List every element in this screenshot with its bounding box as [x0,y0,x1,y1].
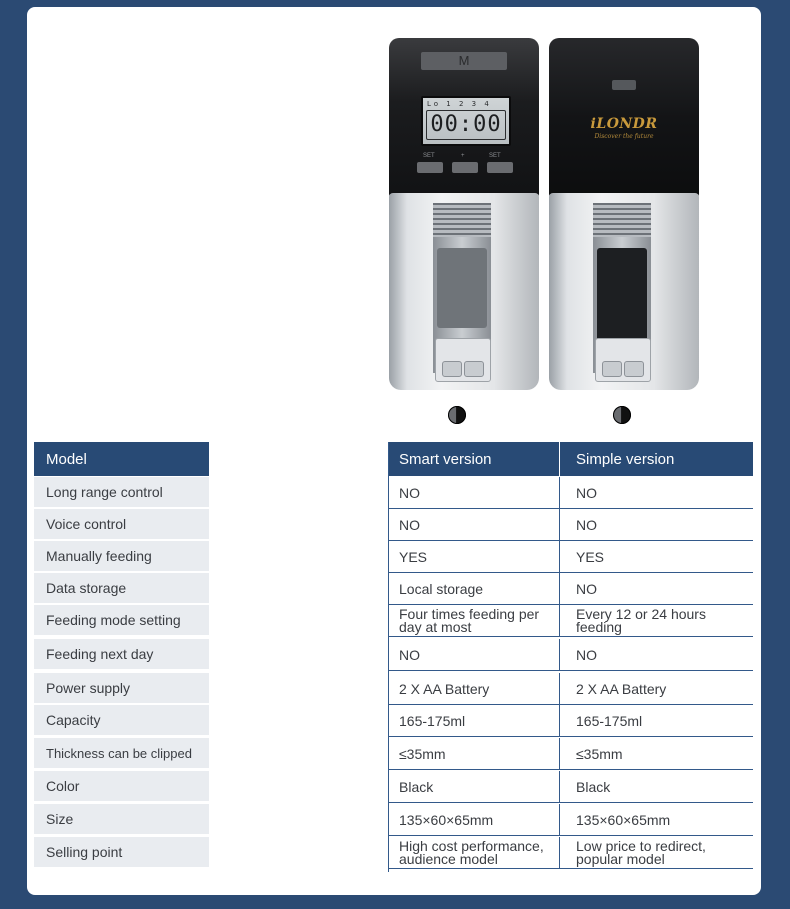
header-model: Model [34,442,209,476]
row-label: Manually feeding [34,541,209,573]
lcd-time: 00:00 [426,110,506,140]
key-3 [487,162,513,173]
row-label: Power supply [34,673,209,705]
table-row [27,771,761,803]
row-label: Feeding next day [34,639,209,671]
tray-button [464,361,484,377]
smart-value: 135×60×65mm [389,804,559,836]
tray-button [602,361,622,377]
lcd-levels: Lo 1 2 3 4 [427,100,492,108]
smart-value: 2 X AA Battery [389,673,559,705]
smart-value: ≤35mm [389,738,559,770]
header-simple-version: Simple version [559,442,753,476]
table-row [27,673,761,705]
row-label: Thickness can be clipped [34,738,209,770]
lcd-display [421,96,511,146]
simple-value: 135×60×65mm [559,804,753,836]
food-window [437,248,487,328]
smart-value: NO [389,477,559,509]
table-row [27,639,761,671]
color-swatch-smart [448,406,466,424]
table-row [27,541,761,573]
feeding-tray [435,338,491,382]
table-row [27,509,761,541]
smart-value: NO [389,639,559,671]
simple-value: Black [559,771,753,803]
smart-value: YES [389,541,559,573]
simple-value: NO [559,573,753,605]
key-2 [452,162,478,173]
row-label: Capacity [34,705,209,737]
tray-button [624,361,644,377]
table-row [27,605,761,637]
smart-value: Black [389,771,559,803]
simple-value: YES [559,541,753,573]
simple-value: NO [559,477,753,509]
smart-value: High cost performance, audience model [389,837,559,869]
table-row [27,738,761,770]
color-swatch-simple [613,406,631,424]
key-label-3: SET [489,153,501,159]
simple-value: NO [559,509,753,541]
row-label: Selling point [34,837,209,869]
key-label-1: SET [423,153,435,159]
table-row [27,573,761,605]
brand-logo: iLONDR [590,116,658,132]
row-label: Voice control [34,509,209,541]
row-label: Long range control [34,477,209,509]
simple-value: ≤35mm [559,738,753,770]
smart-value: 165-175ml [389,705,559,737]
table-header-row [27,442,761,474]
simple-value: Low price to redirect, popular model [559,837,753,869]
header-smart-version: Smart version [389,442,559,476]
tray-button [442,361,462,377]
m-button: M [421,52,507,70]
table-row [27,804,761,836]
row-label: Color [34,771,209,803]
grip-ridges [593,203,651,237]
simple-value: Every 12 or 24 hours feeding [559,605,753,637]
simple-value: NO [559,639,753,671]
grip-ridges [433,203,491,237]
row-label: Data storage [34,573,209,605]
table-row [27,705,761,737]
indicator-light [612,80,636,90]
table-row [27,837,761,869]
product-card [27,7,761,895]
simple-value: 2 X AA Battery [559,673,753,705]
row-label: Size [34,804,209,836]
food-window [597,248,647,343]
smart-value: Four times feeding per day at most [389,605,559,637]
control-keys [417,153,513,176]
product-photos [27,7,761,437]
smart-value: Local storage [389,573,559,605]
smart-feeder-image [389,38,539,390]
simple-feeder-image [549,38,699,390]
smart-value: NO [389,509,559,541]
simple-feeder-top [549,38,699,198]
table-row [27,477,761,509]
feeding-tray [595,338,651,382]
brand-tagline: Discover the future [594,133,654,140]
smart-feeder-top [389,38,539,198]
row-label: Feeding mode setting [34,605,209,637]
key-label-2: + [461,153,465,159]
simple-value: 165-175ml [559,705,753,737]
key-1 [417,162,443,173]
